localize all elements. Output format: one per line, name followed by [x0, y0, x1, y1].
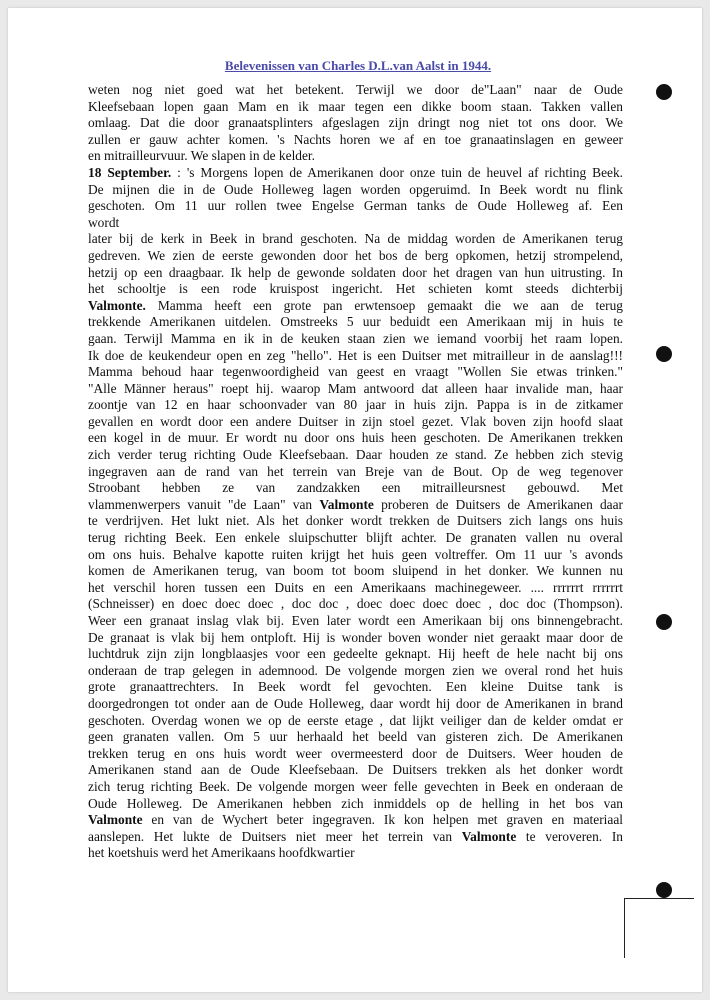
text-run: Mamma behoud haar tegenwoordigheid van geest en vraagt "Wollen Sie etwas trinken." — [88, 364, 623, 380]
text-line — [88, 348, 623, 365]
text-run: geschoten. Om 11 uur rollen twee Engelse German tanks de Oude Holleweg af. Een — [88, 198, 623, 214]
text-line — [88, 480, 623, 497]
text-line — [88, 613, 623, 630]
text-run: trekken terug en ons huis wordt weer overmeesterd door de Duitsers. Weer houden de — [88, 745, 623, 761]
text-line — [88, 663, 623, 680]
bold-text: Valmonte. — [88, 297, 146, 313]
text-run: Mamma heeft een grote pan erwtensoep gemaakt die we aan de terug — [145, 297, 623, 313]
text-line — [88, 779, 623, 796]
text-line — [88, 829, 623, 846]
text-line — [88, 215, 623, 232]
text-run: Oude Holleweg. De Amerikanen hebben zich inmiddels op de helling in het bos van — [88, 795, 623, 811]
text-line — [88, 148, 623, 165]
text-run: vlammenwerpers vanuit "de Laan" van — [88, 496, 320, 512]
text-line — [88, 298, 623, 315]
text-run: Ik doe de keukendeur open en zeg "hello". Het is een Duitser met mitrailleur in de aanslag!!! — [88, 347, 623, 363]
text-line — [88, 696, 623, 713]
text-run: : 's Morgens lopen de Amerikanen door onze tuin de heuvel af richting Beek. — [171, 164, 623, 180]
punch-hole-icon — [656, 84, 672, 100]
text-run: Amerikanen stand aan de Oude Kleefsebaan. De Duitsers trekken als het donker wordt — [88, 762, 623, 778]
text-run: en van de Wychert beter ingegraven. Ik kon helpen met graven en materiaal — [142, 812, 623, 828]
text-line — [88, 530, 623, 547]
text-line — [88, 364, 623, 381]
text-line — [88, 513, 623, 530]
text-run: doorgedrongen tot onder aan de Oude Holleweg, daar wordt hij door de Amerikanen in brand — [88, 695, 623, 711]
text-line — [88, 464, 623, 481]
text-run: trekkende Amerikanen uitdelen. Omstreeks 5 uur beduidt een Amerikaan mij in huis te — [88, 314, 623, 330]
text-line — [88, 812, 623, 829]
text-run: zich terug richting Beek. De volgende morgen weer felle gevechten in Beek en onderaan de — [88, 778, 623, 794]
text-line — [88, 165, 623, 182]
corner-mark — [624, 898, 625, 958]
text-line — [88, 414, 623, 431]
text-line — [88, 596, 623, 613]
text-run: later bij de kerk in Beek in brand geschoten. Na de middag worden de Amerikanen terug — [88, 231, 623, 247]
text-run: gaan. Terwijl Mamma en ik in de keuken staan zien we iemand voorbij het raam lopen. — [88, 330, 623, 346]
text-run: te veroveren. In — [516, 828, 623, 844]
text-line — [88, 198, 623, 215]
text-run: en mitrailleurvuur. We slapen in de kelder. — [88, 148, 315, 164]
text-run: onderaan de trap gelegen in ademnood. De volgende morgen zien we overal rond het huis — [88, 662, 623, 678]
text-line — [88, 845, 623, 862]
text-line — [88, 796, 623, 813]
text-line — [88, 746, 623, 763]
text-run: aanslepen. Het lukte de Duitsers niet meer het terrein van — [88, 828, 462, 844]
document-body — [88, 82, 623, 862]
text-run: gevallen en wordt door een andere Duitser in zijn stoel gezet. Vlak boven zijn hoofd slaat — [88, 413, 623, 429]
text-line — [88, 762, 623, 779]
text-line — [88, 580, 623, 597]
text-run: Weer een granaat inslag vlak bij. Even later wordt een Amerikaan bij ons binnengebracht. — [88, 613, 623, 628]
text-run: geen granaten vallen. Om 5 uur herhaald het beeld van gisteren zich. De Amerikanen — [88, 729, 623, 745]
punch-hole-icon — [656, 882, 672, 898]
text-run: het schooltje is een rode kruispost ingericht. Het schieten komt steeds dichterbij — [88, 281, 623, 297]
bold-text: Valmonte — [319, 496, 374, 512]
text-run: ingegraven aan de rand van het terrein van Breje van de Bout. Op de weg tegenover — [88, 463, 623, 479]
bold-text: Valmonte — [88, 812, 143, 828]
page-title: Belevenissen van Charles D.L.van Aalst in 1944. — [224, 58, 492, 73]
text-line — [88, 132, 623, 149]
text-line — [88, 281, 623, 298]
text-run: Stroobant hebben ze van zandzakken een mitrailleursnest gebouwd. Met — [88, 480, 623, 496]
text-line — [88, 447, 623, 464]
punch-hole-icon — [656, 346, 672, 362]
text-line — [88, 547, 623, 564]
text-run: hetzij op een draagbaar. Ik help de gewonde soldaten door het dragen van hun uitrusting. In — [88, 264, 623, 280]
corner-mark — [624, 898, 694, 899]
text-line — [88, 381, 623, 398]
text-run: zoontje van 12 en haar schoonvader van 80 jaar in huis zijn. Pappa is in de zitkamer — [88, 397, 623, 413]
text-line — [88, 331, 623, 348]
text-line — [88, 563, 623, 580]
text-run: het verschil horen tussen een Duits en een Amerikaans machinegeweer. .... rrrrrrt rrrrrrt — [88, 579, 623, 595]
text-line — [88, 248, 623, 265]
document-page — [8, 8, 702, 992]
text-run: te verdrijven. Het lukt niet. Als het donker wordt trekken de Duitsers zich langs ons huis — [88, 513, 623, 529]
text-run: "Alle Männer heraus" roept hij. waarop Mam antwoord dat alleen haar invalide man, haar — [88, 380, 623, 396]
text-run: De mijnen die in de Oude Holleweg lagen worden opgeruimd. In Beek wordt nu flink — [88, 181, 623, 197]
text-run: proberen de Duitsers de Amerikanen daar — [373, 496, 623, 512]
text-line — [88, 397, 623, 414]
text-line — [88, 314, 623, 331]
text-line — [88, 182, 623, 199]
text-line — [88, 713, 623, 730]
text-line — [88, 630, 623, 647]
text-run: zullen er gauw achter komen. 's Nachts horen we af en toe granaatinslagen en geweer — [88, 131, 623, 147]
text-line — [88, 231, 623, 248]
text-run: gedreven. We zien de eerste gewonden door het bos de berg opkomen, hetzij strompelend, — [88, 247, 623, 263]
text-run: wordt — [88, 214, 120, 230]
text-run: een kogel in de muur. Er wordt nu door ons huis heen geschoten. De Amerikanen trekken — [88, 430, 623, 446]
text-line — [88, 99, 623, 116]
text-run: het koetshuis werd het Amerikaans hoofdkwartier — [88, 845, 355, 861]
bold-text: Valmonte — [461, 828, 517, 844]
text-line — [88, 265, 623, 282]
text-run: Kleefsebaan lopen gaan Mam en ik maar tegen een dikke boom staan. Takken vallen — [88, 98, 623, 114]
text-line — [88, 497, 623, 514]
text-run: komen de Amerikanen terug, van boom tot boom sluipend in het donker. We kunnen nu — [88, 563, 623, 579]
text-run: om ons huis. Behalve kapotte ruiten krijgt het huis geen voltreffer. Om 11 uur 's avonds — [88, 546, 623, 562]
text-run: geschoten. Overdag wonen we op de eerste etage , dat lijkt veiliger dan de kelder omdat er — [88, 712, 623, 728]
text-run: (Schneisser) en doec doec doec , doc doc , doec doec doec doec , doc doc (Thompson). — [88, 596, 623, 612]
text-run: grote granaattrechters. In Beek wordt fel gevochten. Een kleine Duitse tank is — [88, 679, 623, 695]
text-line — [88, 729, 623, 746]
text-line — [88, 115, 623, 132]
text-run: terug richting Beek. Een enkele sluipschutter blijft achter. De granaten vallen nu overal — [88, 530, 623, 546]
text-run: weten nog niet goed wat het betekent. Terwijl we door de"Laan" naar de Oude — [88, 82, 623, 97]
text-run: omlaag. Dat die door granaatsplinters afgeslagen zijn dringt nog niet tot ons door. We — [88, 115, 623, 131]
text-run: luchtdruk zijn zijn longblaasjes voor een gedeelte geknapt. Hij heeft de hele nacht bij ons — [88, 646, 623, 662]
text-run: zich verder terug richting Oude Kleefsebaan. Daar houden ze stand. Ze hebben zich stevig — [88, 447, 623, 463]
text-line — [88, 430, 623, 447]
text-run: De granaat is vlak bij hem ontploft. Hij is wonder boven wonder niet geraakt maar door de — [88, 629, 623, 645]
bold-text: 18 September. — [88, 164, 172, 180]
punch-hole-icon — [656, 614, 672, 630]
text-line — [88, 82, 623, 99]
text-line — [88, 679, 623, 696]
text-line — [88, 646, 623, 663]
